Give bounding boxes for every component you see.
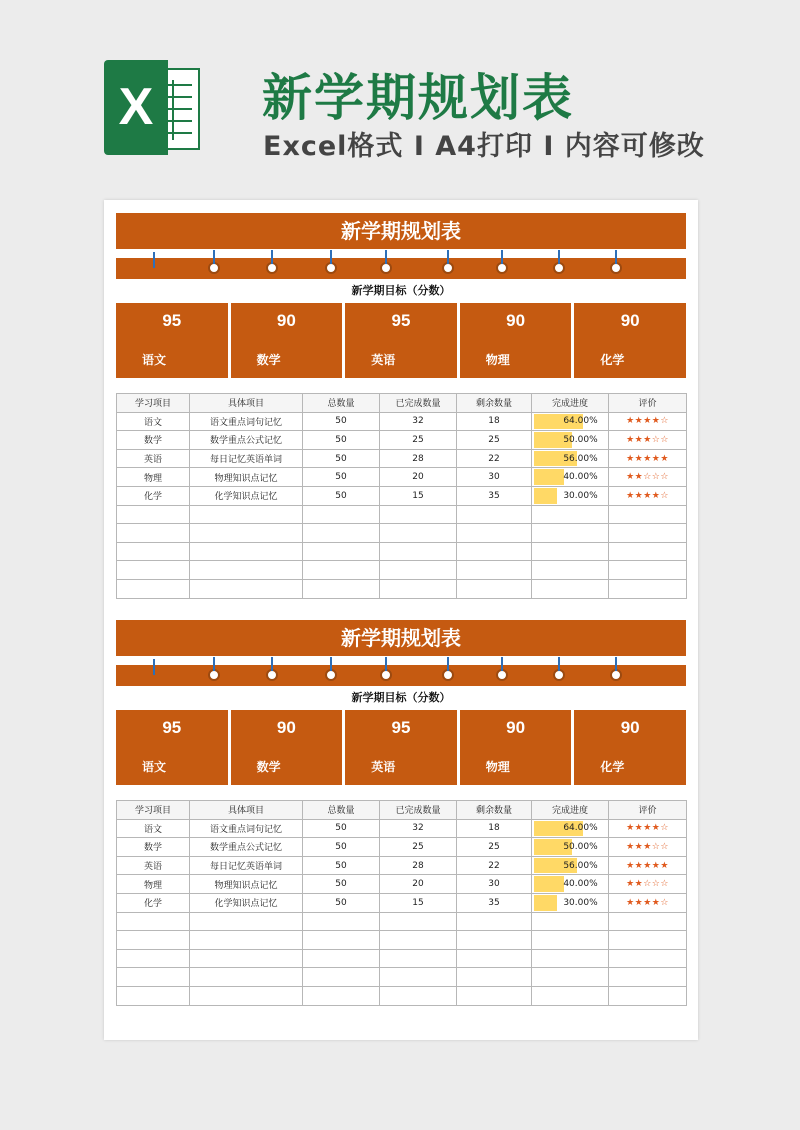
cell-done: 20 <box>380 875 457 894</box>
cell-progress <box>532 819 609 838</box>
empty-cell <box>190 579 303 598</box>
score-value: 95 <box>162 311 182 330</box>
empty-cell <box>303 968 380 987</box>
cell-item: 物理知识点记忆 <box>190 468 303 487</box>
binder-ring-icon <box>325 262 337 274</box>
score-subject: 英语 <box>371 353 396 367</box>
progress-value: 64.00% <box>563 823 598 834</box>
binder-ring-icon <box>325 669 337 681</box>
cell-subject: 语文 <box>117 819 190 838</box>
score-card <box>574 710 686 785</box>
cell-total: 50 <box>303 893 380 912</box>
empty-table-row <box>117 931 687 950</box>
empty-cell <box>532 931 609 950</box>
empty-cell <box>117 505 190 524</box>
score-card <box>116 710 228 785</box>
cell-item: 每日记忆英语单词 <box>190 449 303 468</box>
empty-cell <box>609 579 687 598</box>
cell-subject: 数学 <box>117 838 190 857</box>
score-value: 90 <box>276 718 296 737</box>
score-value: 90 <box>620 718 640 737</box>
empty-cell <box>532 968 609 987</box>
column-header: 评价 <box>609 394 687 413</box>
empty-cell <box>609 561 687 580</box>
column-header: 已完成数量 <box>380 394 457 413</box>
empty-cell <box>457 949 532 968</box>
empty-cell <box>117 931 190 950</box>
planner-block-1 <box>116 213 686 599</box>
score-card <box>231 710 343 785</box>
cell-progress <box>532 431 609 450</box>
binder-ring-icon <box>266 262 278 274</box>
score-subject: 化学 <box>600 760 625 774</box>
score-card <box>574 303 686 378</box>
cell-total: 50 <box>303 838 380 857</box>
empty-cell <box>457 505 532 524</box>
empty-cell <box>457 968 532 987</box>
table-row <box>117 431 687 450</box>
empty-table-row <box>117 968 687 987</box>
empty-cell <box>190 931 303 950</box>
cell-item: 语文重点词句记忆 <box>190 819 303 838</box>
cell-subject: 语文 <box>117 412 190 431</box>
cell-subject: 化学 <box>117 486 190 505</box>
binder-ring-icon <box>266 669 278 681</box>
empty-cell <box>380 505 457 524</box>
empty-cell <box>303 561 380 580</box>
rating-stars-icon: ★★★★☆ <box>609 486 687 505</box>
table-row <box>117 449 687 468</box>
empty-cell <box>380 949 457 968</box>
binder-ring-icon <box>208 669 220 681</box>
progress-value: 40.00% <box>563 879 598 890</box>
plan-table <box>116 800 687 1006</box>
document-sheet <box>104 200 698 1040</box>
score-cards <box>116 710 686 785</box>
score-value: 90 <box>620 311 640 330</box>
cell-item: 数学重点公式记忆 <box>190 431 303 450</box>
empty-cell <box>457 524 532 543</box>
binder-ring-icon <box>553 669 565 681</box>
empty-cell <box>457 931 532 950</box>
score-value: 95 <box>162 718 182 737</box>
cell-left: 30 <box>457 468 532 487</box>
empty-cell <box>609 912 687 931</box>
empty-cell <box>380 912 457 931</box>
binder-ring-icon <box>380 262 392 274</box>
score-subject: 数学 <box>256 353 281 367</box>
table-row <box>117 838 687 857</box>
cell-done: 32 <box>380 412 457 431</box>
empty-cell <box>532 561 609 580</box>
column-header: 剩余数量 <box>457 801 532 820</box>
progress-value: 30.00% <box>563 897 598 908</box>
excel-logo-icon <box>104 60 204 155</box>
cell-progress <box>532 893 609 912</box>
empty-cell <box>303 524 380 543</box>
empty-table-row <box>117 986 687 1005</box>
empty-cell <box>457 561 532 580</box>
empty-cell <box>190 542 303 561</box>
table-row <box>117 893 687 912</box>
empty-cell <box>609 542 687 561</box>
progress-value: 30.00% <box>563 490 598 501</box>
progress-value: 56.00% <box>563 860 598 871</box>
score-card <box>460 303 572 378</box>
empty-cell <box>609 949 687 968</box>
column-header: 完成进度 <box>532 801 609 820</box>
rating-stars-icon: ★★★★☆ <box>609 412 687 431</box>
score-card <box>345 710 457 785</box>
score-card <box>116 303 228 378</box>
progress-value: 50.00% <box>563 434 598 445</box>
rating-stars-icon: ★★★☆☆ <box>609 838 687 857</box>
empty-cell <box>609 524 687 543</box>
planner-title: 新学期规划表 <box>116 213 686 249</box>
empty-cell <box>303 949 380 968</box>
empty-cell <box>303 931 380 950</box>
progress-value: 40.00% <box>563 472 598 483</box>
page-title: 新学期规划表 <box>262 69 574 127</box>
column-header: 学习项目 <box>117 394 190 413</box>
empty-table-row <box>117 542 687 561</box>
empty-cell <box>117 968 190 987</box>
empty-cell <box>190 524 303 543</box>
planner-title: 新学期规划表 <box>116 620 686 656</box>
empty-cell <box>117 542 190 561</box>
logo-letter: X <box>104 60 168 155</box>
empty-cell <box>380 542 457 561</box>
cell-left: 25 <box>457 431 532 450</box>
empty-cell <box>303 986 380 1005</box>
table-row <box>117 856 687 875</box>
empty-cell <box>532 505 609 524</box>
binder-ring-icon <box>610 669 622 681</box>
cell-left: 22 <box>457 449 532 468</box>
empty-cell <box>532 912 609 931</box>
target-label: 新学期目标（分数） <box>351 284 451 297</box>
empty-cell <box>457 912 532 931</box>
empty-table-row <box>117 505 687 524</box>
binder-ring-icon <box>496 669 508 681</box>
empty-cell <box>609 931 687 950</box>
empty-cell <box>303 579 380 598</box>
cell-done: 28 <box>380 856 457 875</box>
empty-cell <box>380 986 457 1005</box>
empty-cell <box>457 579 532 598</box>
table-row <box>117 486 687 505</box>
column-header: 剩余数量 <box>457 394 532 413</box>
empty-table-row <box>117 912 687 931</box>
binder-ring-icon <box>380 669 392 681</box>
score-card <box>345 303 457 378</box>
cell-left: 22 <box>457 856 532 875</box>
empty-table-row <box>117 949 687 968</box>
binder-ring-icon <box>150 262 162 274</box>
cell-item: 化学知识点记忆 <box>190 893 303 912</box>
empty-cell <box>303 912 380 931</box>
score-subject: 语文 <box>142 353 167 367</box>
binder-ring-icon <box>442 669 454 681</box>
empty-cell <box>190 505 303 524</box>
cell-subject: 物理 <box>117 875 190 894</box>
rating-stars-icon: ★★☆☆☆ <box>609 468 687 487</box>
empty-table-row <box>117 561 687 580</box>
column-header: 具体项目 <box>190 801 303 820</box>
empty-cell <box>532 524 609 543</box>
binder-ring-icon <box>208 262 220 274</box>
empty-cell <box>190 986 303 1005</box>
empty-table-row <box>117 579 687 598</box>
table-row <box>117 468 687 487</box>
rating-stars-icon: ★★★★☆ <box>609 819 687 838</box>
cell-item: 化学知识点记忆 <box>190 486 303 505</box>
cell-total: 50 <box>303 431 380 450</box>
cell-total: 50 <box>303 412 380 431</box>
planner-block-2 <box>116 620 686 1006</box>
cell-total: 50 <box>303 468 380 487</box>
empty-cell <box>380 561 457 580</box>
progress-value: 50.00% <box>563 841 598 852</box>
cell-progress <box>532 449 609 468</box>
binder-ring-icon <box>496 262 508 274</box>
cell-done: 20 <box>380 468 457 487</box>
rating-stars-icon: ★★★☆☆ <box>609 431 687 450</box>
cell-done: 25 <box>380 431 457 450</box>
score-value: 90 <box>276 311 296 330</box>
cell-subject: 英语 <box>117 856 190 875</box>
empty-cell <box>532 542 609 561</box>
cell-total: 50 <box>303 856 380 875</box>
empty-cell <box>117 912 190 931</box>
empty-cell <box>380 524 457 543</box>
cell-item: 语文重点词句记忆 <box>190 412 303 431</box>
cell-total: 50 <box>303 486 380 505</box>
table-row <box>117 819 687 838</box>
rating-stars-icon: ★★★★★ <box>609 856 687 875</box>
cell-subject: 英语 <box>117 449 190 468</box>
plan-table <box>116 393 687 599</box>
empty-cell <box>609 505 687 524</box>
score-subject: 英语 <box>371 760 396 774</box>
cell-progress <box>532 486 609 505</box>
cell-progress <box>532 838 609 857</box>
empty-cell <box>380 931 457 950</box>
binder-ring-icon <box>610 262 622 274</box>
cell-done: 15 <box>380 893 457 912</box>
empty-cell <box>190 968 303 987</box>
binder-ring-icon <box>553 262 565 274</box>
score-subject: 化学 <box>600 353 625 367</box>
empty-cell <box>457 542 532 561</box>
score-value: 90 <box>506 311 526 330</box>
score-subject: 物理 <box>485 353 510 367</box>
column-header: 已完成数量 <box>380 801 457 820</box>
score-card <box>460 710 572 785</box>
rating-stars-icon: ★★☆☆☆ <box>609 875 687 894</box>
table-header-row <box>117 394 687 413</box>
empty-cell <box>117 561 190 580</box>
cell-left: 18 <box>457 819 532 838</box>
header <box>0 0 800 195</box>
cell-progress <box>532 412 609 431</box>
empty-cell <box>457 986 532 1005</box>
cell-done: 15 <box>380 486 457 505</box>
target-label: 新学期目标（分数） <box>351 691 451 704</box>
empty-cell <box>117 579 190 598</box>
binder-ring-bar <box>116 665 686 686</box>
score-subject: 数学 <box>256 760 281 774</box>
score-cards <box>116 303 686 378</box>
empty-cell <box>303 542 380 561</box>
score-value: 90 <box>506 718 526 737</box>
cell-total: 50 <box>303 819 380 838</box>
cell-left: 30 <box>457 875 532 894</box>
table-row <box>117 412 687 431</box>
cell-total: 50 <box>303 449 380 468</box>
column-header: 完成进度 <box>532 394 609 413</box>
cell-item: 数学重点公式记忆 <box>190 838 303 857</box>
column-header: 总数量 <box>303 394 380 413</box>
column-header: 总数量 <box>303 801 380 820</box>
score-value: 95 <box>391 718 411 737</box>
binder-ring-icon <box>150 669 162 681</box>
page-subtitle: Excel格式 Ⅰ A4打印 Ⅰ 内容可修改 <box>263 131 705 162</box>
binder-ring-bar <box>116 258 686 279</box>
empty-cell <box>532 949 609 968</box>
cell-left: 35 <box>457 893 532 912</box>
progress-value: 64.00% <box>563 416 598 427</box>
score-value: 95 <box>391 311 411 330</box>
cell-total: 50 <box>303 875 380 894</box>
column-header: 评价 <box>609 801 687 820</box>
cell-done: 32 <box>380 819 457 838</box>
empty-cell <box>609 968 687 987</box>
cell-subject: 物理 <box>117 468 190 487</box>
empty-cell <box>190 912 303 931</box>
empty-cell <box>117 524 190 543</box>
cell-left: 35 <box>457 486 532 505</box>
cell-item: 物理知识点记忆 <box>190 875 303 894</box>
progress-value: 56.00% <box>563 453 598 464</box>
cell-left: 25 <box>457 838 532 857</box>
empty-cell <box>532 579 609 598</box>
empty-cell <box>190 561 303 580</box>
empty-cell <box>532 986 609 1005</box>
column-header: 具体项目 <box>190 394 303 413</box>
score-card <box>231 303 343 378</box>
empty-cell <box>303 505 380 524</box>
empty-cell <box>609 986 687 1005</box>
empty-cell <box>117 986 190 1005</box>
empty-cell <box>380 968 457 987</box>
table-header-row <box>117 801 687 820</box>
cell-subject: 化学 <box>117 893 190 912</box>
cell-progress <box>532 856 609 875</box>
empty-table-row <box>117 524 687 543</box>
cell-item: 每日记忆英语单词 <box>190 856 303 875</box>
cell-progress <box>532 875 609 894</box>
cell-progress <box>532 468 609 487</box>
cell-subject: 数学 <box>117 431 190 450</box>
table-row <box>117 875 687 894</box>
empty-cell <box>117 949 190 968</box>
score-subject: 语文 <box>142 760 167 774</box>
rating-stars-icon: ★★★★★ <box>609 449 687 468</box>
column-header: 学习项目 <box>117 801 190 820</box>
rating-stars-icon: ★★★★☆ <box>609 893 687 912</box>
binder-ring-icon <box>442 262 454 274</box>
empty-cell <box>380 579 457 598</box>
empty-cell <box>190 949 303 968</box>
cell-done: 28 <box>380 449 457 468</box>
cell-left: 18 <box>457 412 532 431</box>
cell-done: 25 <box>380 838 457 857</box>
score-subject: 物理 <box>485 760 510 774</box>
